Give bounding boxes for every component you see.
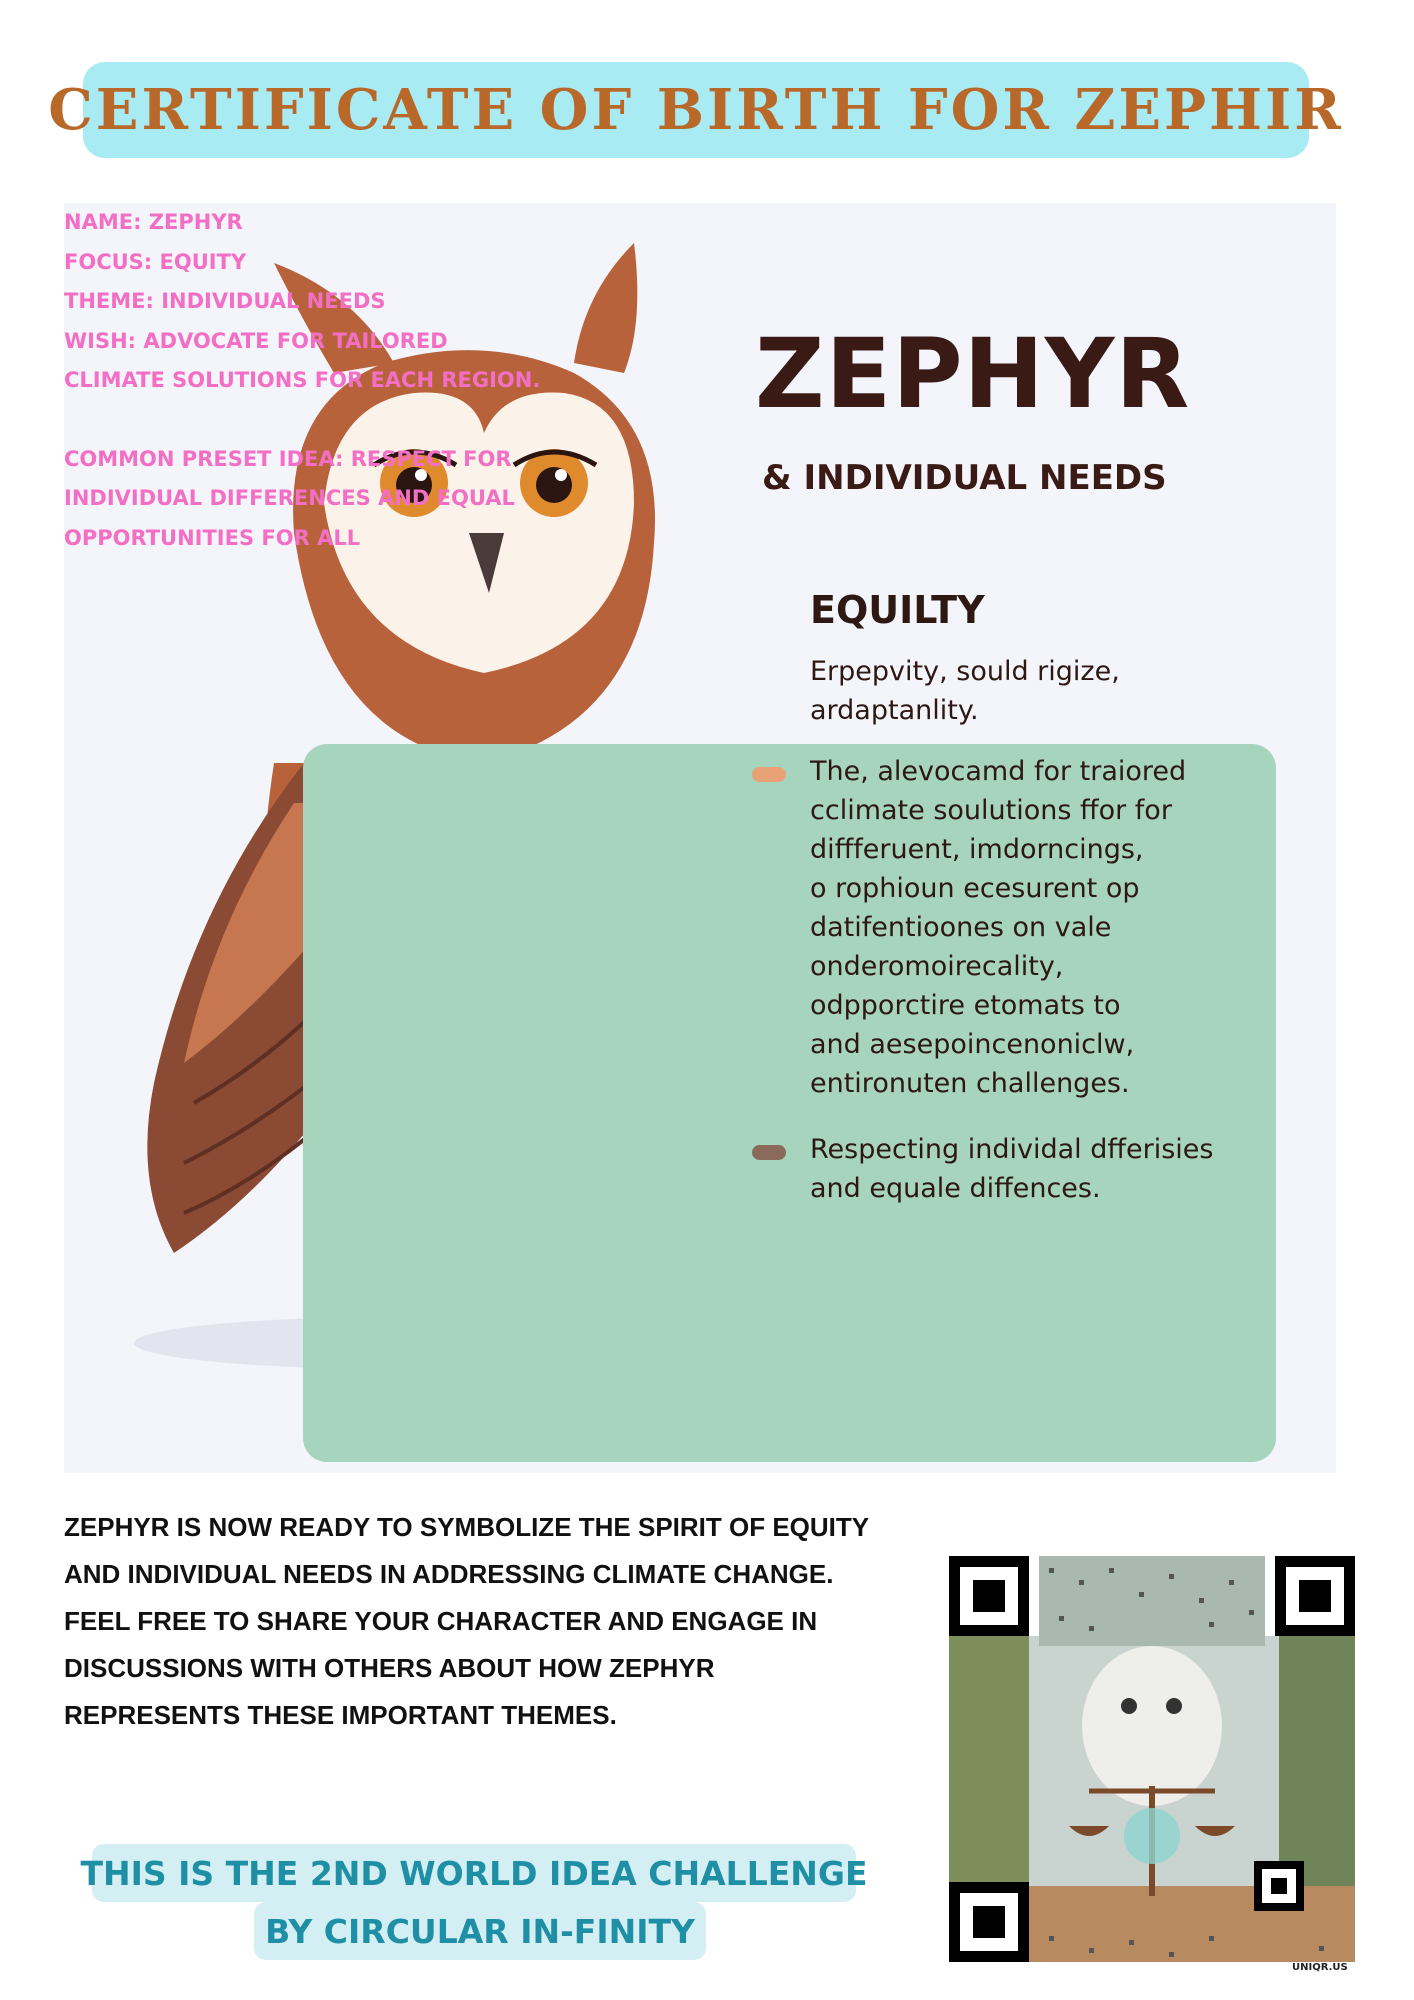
poster-title: ZEPHYR (755, 318, 1191, 430)
bullet-1-line: The, alevocamd for traiored (810, 756, 1187, 787)
qr-caption: UNIQR.US (1292, 1962, 1348, 1973)
bullet-2-line: Respecting individal dfferisies (810, 1134, 1214, 1165)
bullet-icon (752, 767, 786, 782)
bullet-icon (752, 1145, 786, 1160)
bullet-1-line: o rophioun ecesurent op (810, 873, 1140, 904)
challenge-banner-line-2 (254, 1902, 706, 1960)
bullet-1-line: and aesepoincenoniclw, (810, 1029, 1135, 1060)
panel-intro-line: ardaptanlity. (810, 695, 979, 726)
idea-line: INDIVIDUAL DIFFERENCES AND EQUAL (64, 486, 515, 510)
description-paragraph (64, 1504, 934, 1739)
character-info (64, 203, 584, 558)
bullet-1-line: onderomoirecality, (810, 951, 1064, 982)
idea-line: OPPORTUNITIES FOR ALL (64, 525, 361, 550)
info-line: THEME: INDIVIDUAL NEEDS (64, 289, 386, 313)
info-line: FOCUS: EQUITY (64, 249, 247, 274)
panel-bullet-1 (810, 752, 1186, 1103)
description-line: ZEPHYR IS NOW READY TO SYMBOLIZE THE SPIRIT OF EQUITY (64, 1512, 870, 1542)
description-line: FEEL FREE TO SHARE YOUR CHARACTER AND ENGAGE IN (64, 1606, 818, 1636)
challenge-text-1: THIS IS THE 2ND WORLD IDEA CHALLENGE (80, 1853, 868, 1893)
poster-subtitle: & INDIVIDUAL NEEDS (762, 458, 1167, 498)
description-line: DISCUSSIONS WITH OTHERS ABOUT HOW ZEPHYR (64, 1653, 715, 1683)
certificate-title: CERTIFICATE OF BIRTH FOR ZEPHIR (48, 77, 1344, 143)
certificate-title-banner (48, 62, 1344, 158)
qr-code-image (949, 1556, 1355, 1962)
info-line: CLIMATE SOLUTIONS FOR EACH REGION. (64, 368, 541, 392)
bullet-1-line: cclimate soulutions ffor for (810, 795, 1172, 826)
bullet-1-line: odpporctire etomats to (810, 990, 1121, 1021)
challenge-banner-line-1 (80, 1844, 868, 1902)
panel-intro (810, 652, 1120, 730)
bullet-1-line: diffferuent, imdorncings, (810, 834, 1144, 865)
bullet-1-line: datifentioones on vale (810, 912, 1112, 943)
qr-code[interactable] (949, 1556, 1355, 1962)
panel-bullet-2 (810, 1130, 1213, 1208)
description-line: AND INDIVIDUAL NEEDS IN ADDRESSING CLIMATE CHANGE. (64, 1559, 834, 1589)
panel-intro-line: Erpepvity, sould rigize, (810, 656, 1120, 687)
bullet-2-line: and equale diffences. (810, 1173, 1101, 1204)
panel-heading: EQUILTY (810, 588, 985, 632)
bullet-1-line: entironuten challenges. (810, 1068, 1130, 1099)
info-line: WISH: ADVOCATE FOR TAILORED (64, 328, 448, 353)
idea-line: COMMON PRESET IDEA: RESPECT FOR (64, 446, 512, 471)
description-line: REPRESENTS THESE IMPORTANT THEMES. (64, 1700, 617, 1730)
challenge-text-2: BY CIRCULAR IN-FINITY (265, 1911, 695, 1951)
info-line: NAME: ZEPHYR (64, 210, 243, 234)
